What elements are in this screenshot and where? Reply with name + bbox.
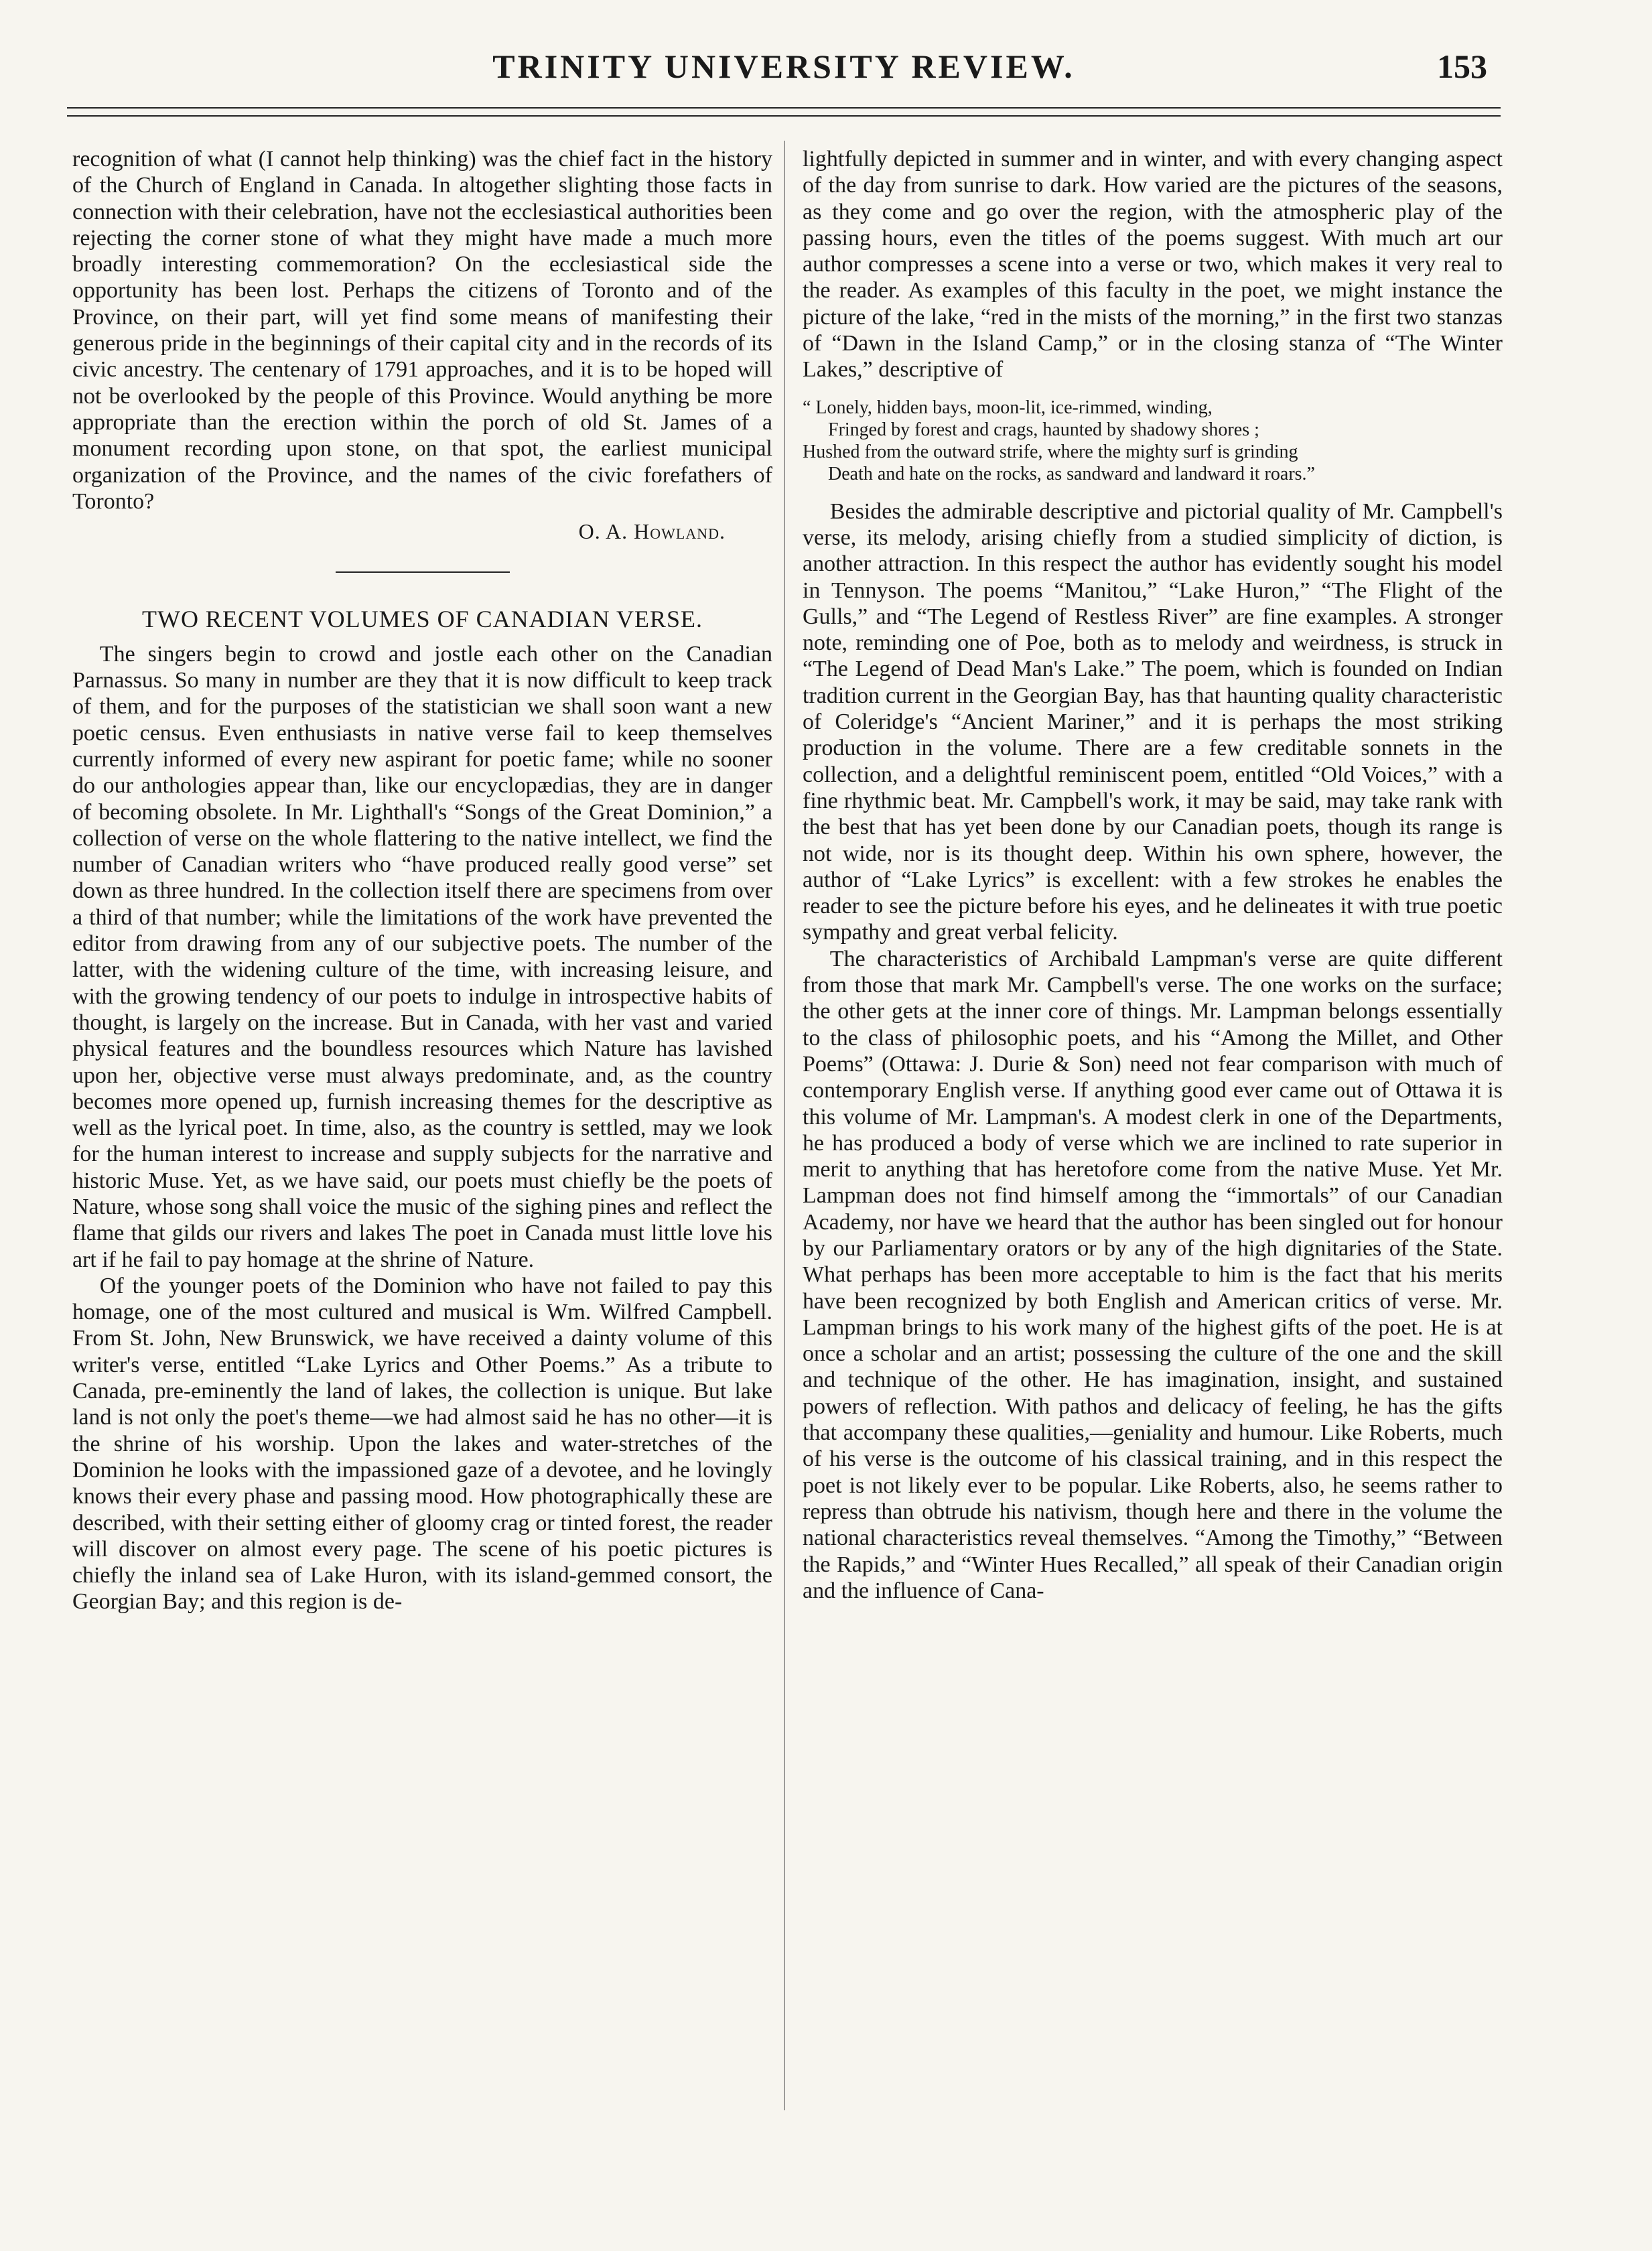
verse-quotation [803, 397, 1503, 485]
column-divider [784, 141, 785, 2110]
verse-line: “ Lonely, hidden bays, moon-lit, ice-rimmed, winding, [803, 397, 1213, 418]
paragraph: The singers begin to crowd and jostle each other on the Canadian Parnassus. So many in number are they that it is now difficult to keep track of them, and for the purposes of the statistician we shall soon want a new poetic census. Even enthusiasts in native verse fail to keep themselves currently informed of every new aspirant for poetic fame; while no sooner do our anthologies appear than, like our encyclopædias, they are in danger of becoming obsolete. In Mr. Lighthall's “Songs of the Great Dominion,” a collection of verse on the whole flattering to the native intellect, we find the number of Canadian writers who “have produced really good verse” set down as three hundred. In the collection itself there are specimens from over a third of that number; while the limitations of the work have prevented the editor from drawing from any of our subjective poets. The number of the latter, with the widening culture of the time, with increasing leisure, and with the growing tendency of our poets to indulge in introspective habits of thought, is largely on the increase. But in Canada, with her vast and varied physical features and the boundless resources which Nature has lavished upon her, objective verse must always predominate, and, as the country becomes more opened up, furnish increasing themes for the descriptive as well as the lyrical poet. In time, also, as the country is settled, may we look for the human interest to increase and supply subjects for the narrative and historic Muse. Yet, as we have said, our poets must chiefly be the poets of Nature, whose song shall voice the music of the sighing pines and reflect the flame that gilds our rivers and lakes The poet in Canada must little love his art if he fail to pay homage at the shrine of Nature. [72, 641, 772, 1272]
article-heading: TWO RECENT VOLUMES OF CANADIAN VERSE. [141, 606, 703, 633]
right-column [803, 146, 1503, 1604]
left-column [72, 146, 772, 1615]
paragraph: Of the younger poets of the Dominion who have not failed to pay this homage, one of the most cultured and musical is Wm. Wilfred Campbell. From St. John, New Brunswick, we have received a dainty volume of this writer's verse, entitled “Lake Lyrics and Other Poems.” As a tribute to Canada, pre-eminently the land of lakes, the collection is unique. But lake land is not only the poet's theme—we had almost said he has no other—it is the shrine of his worship. Upon the lakes and water-stretches of the Dominion he looks with the impassioned gaze of a devotee, and he lovingly knows their every phase and passing mood. How photographically these are described, with their setting either of gloomy crag or tinted forest, the reader will discover on almost every page. The scene of his poetic pictures is chiefly the inland sea of Lake Huron, with its island-gemmed consort, the Georgian Bay; and this region is de- [72, 1273, 772, 1615]
section-separator [336, 571, 510, 573]
page-header [80, 47, 1487, 100]
verse-line: Fringed by forest and crags, haunted by shadowy shores ; [828, 419, 1259, 440]
paragraph-continuation: lightfully depicted in summer and in winter, and with every changing aspect of the day from sunrise to dark. How varied are the pictures of the seasons, as they come and go over the region, with the atmospheric play of the passing hours, even the titles of the poems suggest. With much art our author compresses a scene into a verse or two, which makes it very real to the reader. As examples of this faculty in the poet, we might instance the picture of the lake, “red in the mists of the morning,” in the first two stanzas of “Dawn in the Island Camp,” or in the closing stanza of “The Winter Lakes,” descriptive of [803, 147, 1503, 383]
author-signature: O. A. Howland. [578, 519, 726, 544]
verse-line: Death and hate on the rocks, as sandward and landward it roars.” [828, 463, 1315, 484]
verse-line: Hushed from the outward strife, where the mighty surf is grinding [803, 441, 1298, 462]
paragraph: Besides the admirable descriptive and pictorial quality of Mr. Campbell's verse, its melody, arising chiefly from a studied simplicity of diction, is another attraction. In this respect the author has evidently sought his model in Tennyson. The poems “Manitou,” “Lake Huron,” “The Flight of the Gulls,” and “The Legend of Restless River” are fine examples. A stronger note, reminding one of Poe, both as to melody and weirdness, is struck in “The Legend of Dead Man's Lake.” The poem, which is founded on Indian tradition current in the Georgian Bay, has that haunting quality characteristic of Coleridge's “Ancient Mariner,” and it is perhaps the most striking production in the volume. There are a few creditable sonnets in the collection, and a delightful reminiscent poem, entitled “Old Voices,” with a fine rhythmic beat. Mr. Campbell's work, it may be said, may take rank with the best that has yet been done by our Canadian poets, though its range is not wide, nor is its thought deep. Within his own sphere, however, the author of “Lake Lyrics” is excellent: with a few strokes he enables the reader to see the picture before his eyes, and he delineates it with true poetic sympathy and great verbal felicity. [803, 498, 1503, 945]
header-rule-double [67, 115, 1501, 117]
journal-title: TRINITY UNIVERSITY REVIEW. [492, 48, 1075, 85]
header-rule [67, 107, 1501, 109]
page-number: 153 [1437, 48, 1487, 85]
paragraph: The characteristics of Archibald Lampman's verse are quite different from those that mark Mr. Campbell's verse. The one works on the surface; the other gets at the inner core of things. Mr. Lampman belongs essentially to the class of philosophic poets, and his “Among the Millet, and Other Poems” (Ottawa: J. Durie & Son) need not fear comparison with much of contemporary English verse. If anything good ever came out of Ottawa it is this volume of Mr. Lampman's. A modest clerk in one of the Departments, he has produced a body of verse which we are inclined to rate superior in merit to anything that has heretofore come from the native Muse. Yet Mr. Lampman does not find himself among the “immortals” of our Canadian Academy, nor have we heard that the author has been singled out for honour by our Parliamentary orators or by any of the high dignitaries of the State. What perhaps has been more acceptable to him is the fact that his merits have been recognized by both English and American critics of verse. Mr. Lampman brings to his work many of the highest gifts of the poet. He is at once a scholar and an artist; possessing the culture of the one and the skill and technique of the other. He has imagination, insight, and sustained powers of reflection. With pathos and delicacy of feeling, he has the gifts that accompany these qualities,—geniality and humour. Like Roberts, much of his verse is the outcome of his classical training, and in this respect the poet is not likely ever to be popular. Like Roberts, also, he seems rather to repress than obtrude his nativism, though here and there in the volume the national characteristics reveal themselves. “Among the Timothy,” “Between the Rapids,” and “Winter Hues Recalled,” all speak of their Canadian origin and the influence of Cana- [803, 946, 1503, 1603]
paragraph-continuation: recognition of what (I cannot help thinking) was the chief fact in the history of the Church of England in Canada. In altogether slighting those facts in connection with their celebration, have not the ecclesiastical authorities been rejecting the corner stone of what they might have made a much more broadly interesting commemoration? On the ecclesiastical side the opportunity has been lost. Perhaps the citizens of Toronto and of the Province, on their part, will yet find some means of manifesting their generous pride in the beginnings of their capital city and in the records of its civic ancestry. The centenary of 1791 approaches, and it is to be hoped will not be overlooked by the people of this Province. Would anything be more appropriate than the erection within the porch of old St. James of a monument recording upon stone, on that spot, the earliest municipal organization of the Province, and the names of the civic forefathers of Toronto? [72, 147, 772, 514]
